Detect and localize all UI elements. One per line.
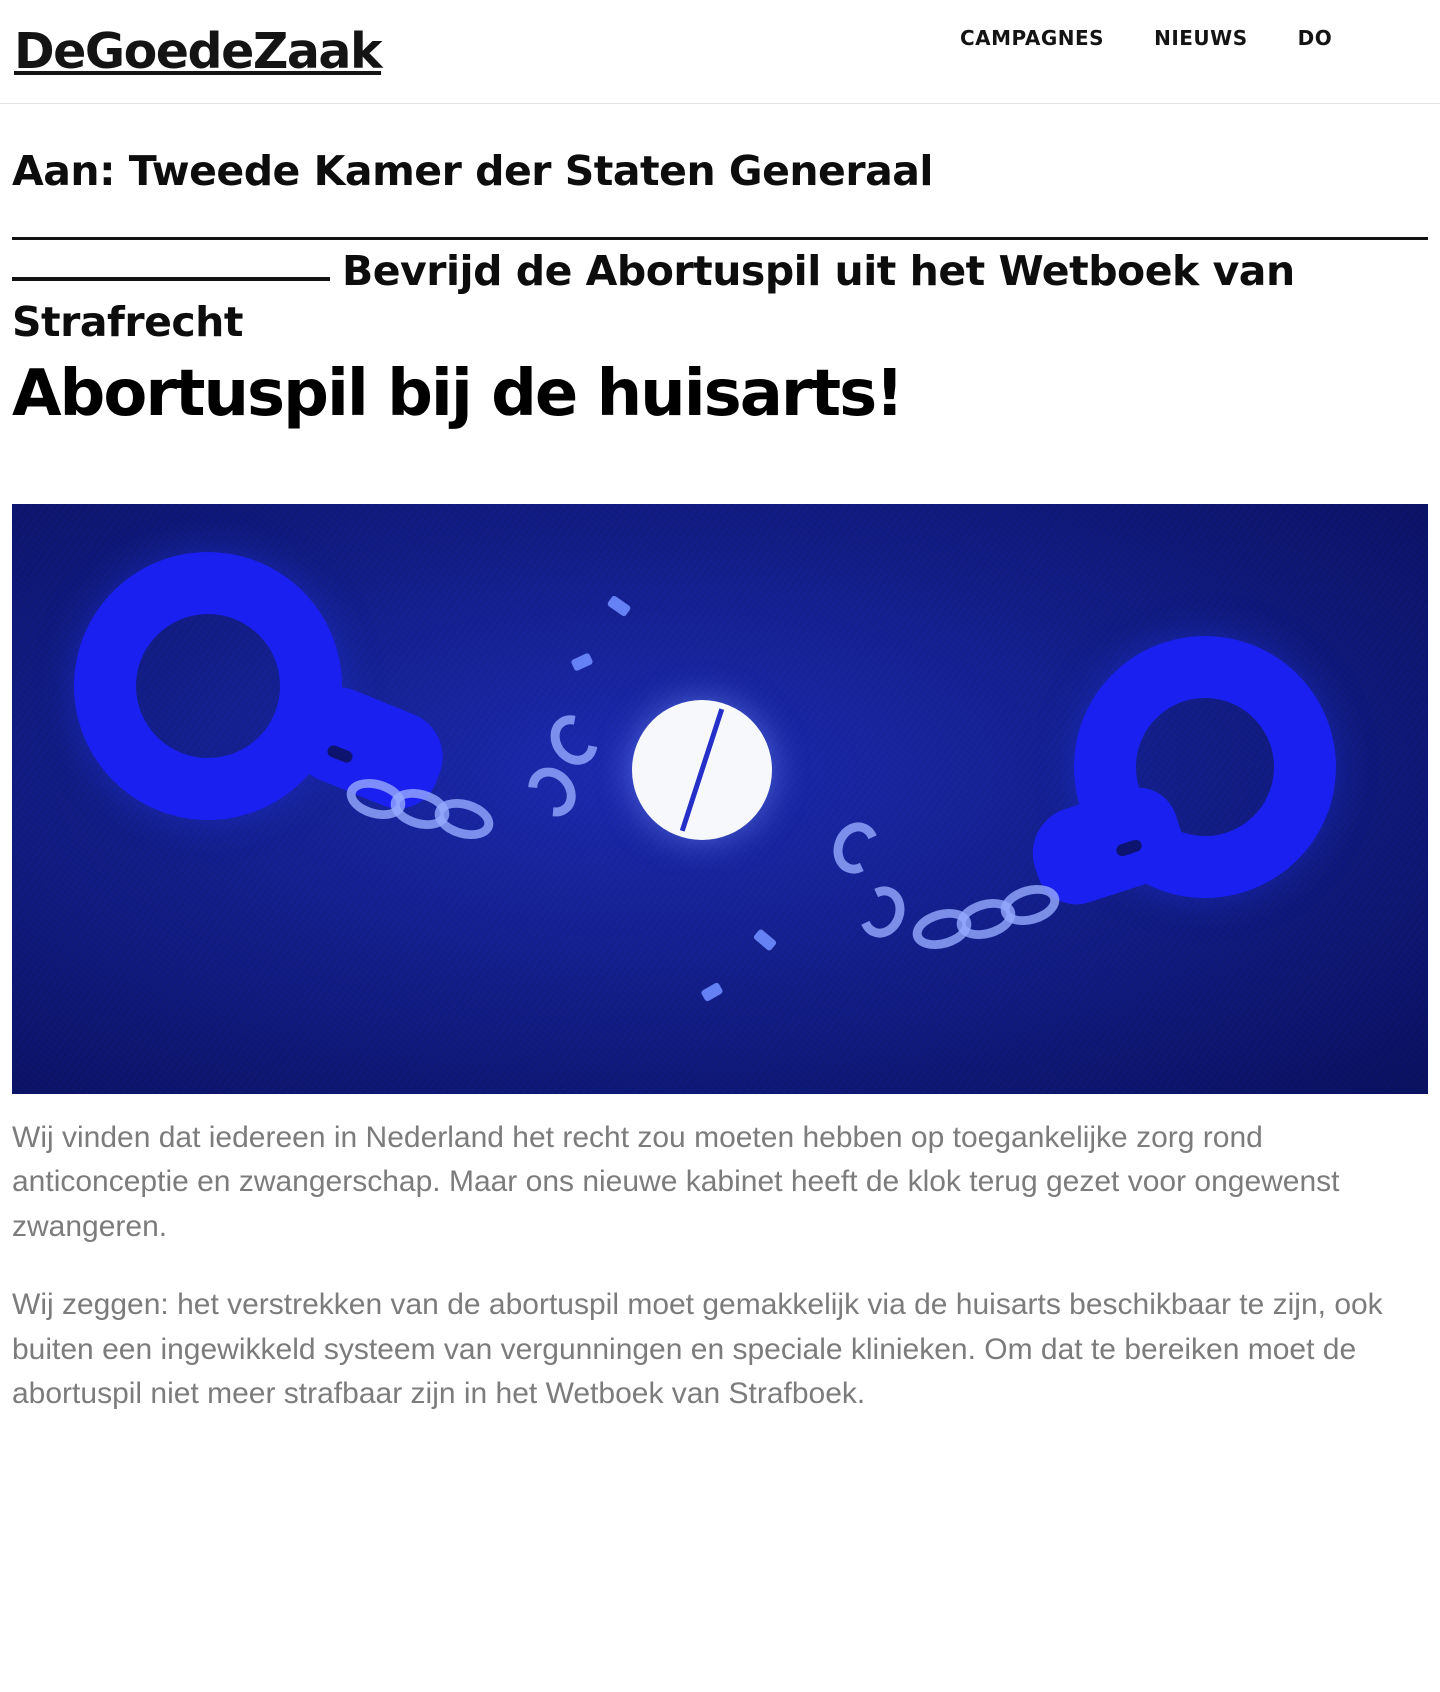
nav-item-doe-mee[interactable]: DO: [1297, 26, 1333, 50]
nav-item-nieuws[interactable]: NIEUWS: [1154, 26, 1248, 50]
site-logo[interactable]: DeGoedeZaak: [14, 23, 382, 80]
petition-body: [12, 1116, 1428, 1416]
petition-subtitle: [12, 246, 1428, 349]
divider: [12, 237, 1428, 240]
petition-page: [0, 148, 1440, 1416]
main-navigation: [960, 26, 1332, 50]
nav-item-campagnes[interactable]: CAMPAGNES: [960, 26, 1105, 50]
petition-addressee: Aan: Tweede Kamer der Staten Generaal: [12, 147, 933, 195]
blank-line-decoration: [12, 251, 330, 281]
petition-paragraph-1: Wij vinden dat iedereen in Nederland het recht zou moeten hebben op toegankelijke zorg rond anticonceptie en zwangerschap. Maar ons nieuwe kabinet heeft de klok terug gezet voor ongewenst zwangeren.: [12, 1121, 1340, 1243]
site-header: [0, 0, 1440, 104]
page-title: Abortuspil bij de huisarts!: [12, 356, 903, 431]
petition-paragraph-2: Wij zeggen: het verstrekken van de abortuspil moet gemakkelijk via de huisarts beschikbaar te zijn, ook buiten een ingewikkeld systeem van vergunningen en speciale klinieken. Om dat te bereiken moet de abortuspil niet meer strafbaar zijn in het Wetboek van Strafboek.: [12, 1288, 1383, 1410]
petition-subtitle-text: Bevrijd de Abortuspil uit het Wetboek van Strafrecht: [12, 247, 1295, 347]
petition-hero-image: [12, 504, 1428, 1094]
abortion-pill-icon: [632, 700, 772, 840]
